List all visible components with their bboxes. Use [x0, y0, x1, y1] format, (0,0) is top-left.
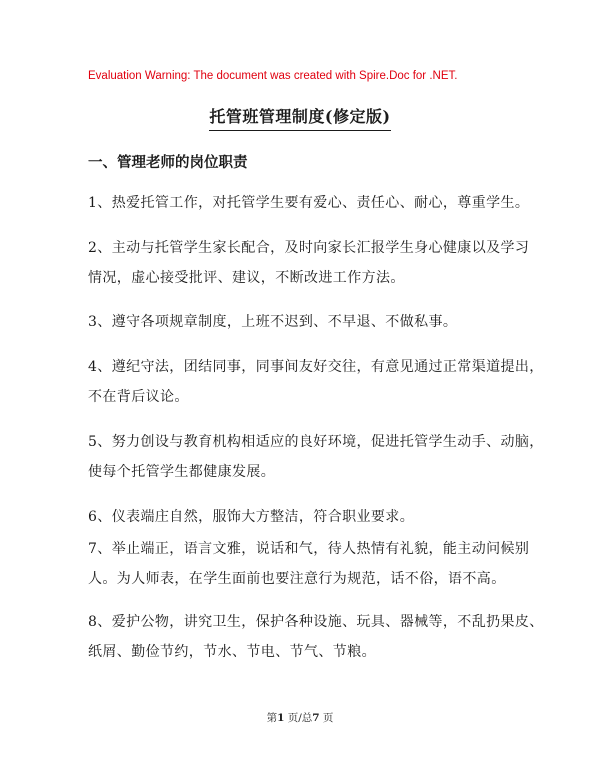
- duty-item-3: [88, 307, 520, 337]
- duty-item-4: [88, 352, 544, 412]
- duty-line: 纸屑、勤俭节约，节水、节电、节气、节粮。: [88, 644, 376, 660]
- duty-item-8: [88, 607, 544, 667]
- duty-item-5: [88, 427, 544, 487]
- duty-line: 不在背后议论。: [88, 389, 189, 405]
- document-title: [0, 104, 600, 131]
- duty-line: 7、举止端正，语言文雅，说话和气，待人热情有礼貌，能主动问候别: [88, 541, 530, 557]
- duty-line: 2、主动与托管学生家长配合，及时向家长汇报学生身心健康以及学习: [88, 240, 530, 256]
- duty-line: 1、热爱托管工作，对托管学生要有爱心、责任心、耐心，尊重学生。: [88, 195, 530, 211]
- duty-item-6: [88, 502, 520, 532]
- page-middle: 页/总: [284, 712, 313, 724]
- duty-line: 人。为人师表，在学生面前也要注意行为规范，话不俗，语不高。: [88, 571, 506, 587]
- page-suffix: 页: [319, 712, 334, 724]
- page-prefix: 第: [266, 712, 278, 724]
- duty-item-1: [88, 188, 530, 218]
- duty-line: 3、遵守各项规章制度，上班不迟到、不早退、不做私事。: [88, 314, 458, 330]
- duty-line: 8、爱护公物，讲究卫生，保护各种设施、玩具、器械等，不乱扔果皮、: [88, 614, 544, 630]
- duty-line: 4、遵纪守法，团结同事，同事间友好交往，有意见通过正常渠道提出，: [88, 359, 544, 375]
- duty-line: 情况，虚心接受批评、建议，不断改进工作方法。: [88, 270, 405, 286]
- page-footer: [0, 710, 600, 725]
- section-heading: 一、管理老师的岗位职责: [88, 154, 248, 171]
- duty-line: 使每个托管学生都健康发展。: [88, 464, 276, 480]
- evaluation-warning: Evaluation Warning: The document was created with Spire.Doc for .NET.: [88, 70, 458, 82]
- duty-item-7: [88, 534, 530, 594]
- document-title-text: 托管班管理制度(修定版): [209, 104, 390, 131]
- duty-line: 6、仪表端庄自然，服饰大方整洁，符合职业要求。: [88, 509, 415, 525]
- total-page-number: 7: [312, 712, 320, 724]
- duty-line: 5、努力创设与教育机构相适应的良好环境，促进托管学生动手、动脑，: [88, 434, 544, 450]
- duty-item-2: [88, 233, 530, 293]
- current-page-number: 1: [277, 712, 285, 724]
